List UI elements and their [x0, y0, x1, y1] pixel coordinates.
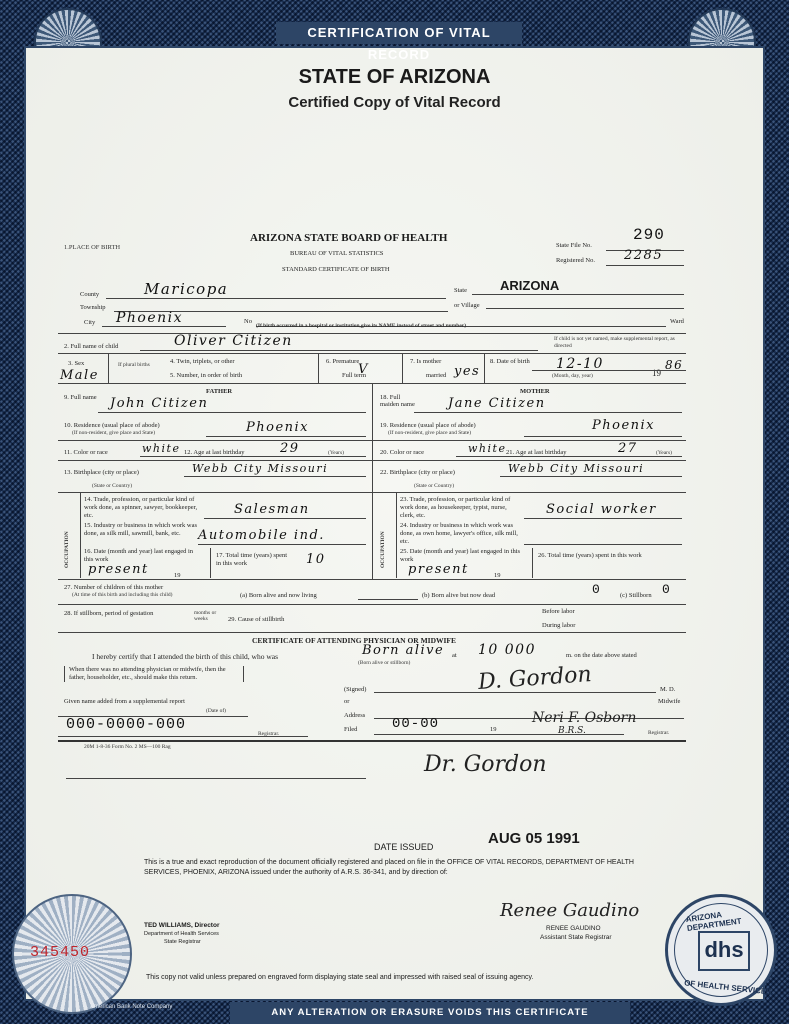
board-title: ARIZONA STATE BOARD OF HEALTH — [250, 232, 448, 244]
city-value: Phoenix — [116, 310, 184, 326]
father-industry-value: Automobile ind. — [198, 528, 325, 543]
date-issued-label: DATE ISSUED — [374, 842, 434, 852]
mother-name-label: 18. Full maiden name — [380, 394, 415, 408]
children-label: 27. Number of children of this mother — [64, 584, 164, 591]
director-name: TED WILLIAMS, Director — [144, 922, 220, 929]
father-color-label: 11. Color or race — [64, 449, 108, 456]
no-label: No — [244, 318, 252, 325]
child-name-label: 2. Full name of child — [64, 343, 119, 350]
born-dead-value: 0 — [592, 582, 601, 597]
dhs-logo-icon: dhs — [698, 931, 750, 971]
dob-year: 86 — [665, 358, 684, 372]
born-dead-label: (b) Born alive but now dead — [422, 592, 496, 599]
signed-label: (Signed) — [344, 686, 367, 693]
birth-certificate-form — [58, 226, 686, 752]
banner-top: CERTIFICATION OF VITAL RECORD — [276, 22, 522, 44]
director-role: State Registrar — [164, 939, 201, 945]
fullterm-mark: V — [358, 362, 369, 377]
state-title: STATE OF ARIZONA — [298, 66, 491, 88]
bottom-signature: Dr. Gordon — [424, 752, 547, 777]
at-label: at — [452, 652, 457, 659]
date-of-label: (Date of) — [206, 708, 227, 714]
born-alive-value: Born alive — [362, 643, 445, 658]
father-trade-label: 14. Trade, profession, or particular kind of work done, as spinner, sawyer, bookkeeper, etc. — [84, 496, 198, 519]
standard-title: STANDARD CERTIFICATE OF BIRTH — [282, 266, 390, 273]
mother-trade-value: Social worker — [546, 502, 657, 517]
mother-date-label: 25. Date (month and year) last engaged in this work — [400, 548, 521, 563]
twin-label: 4. Twin, triplets, or other — [170, 358, 235, 365]
dob-label: 8. Date of birth — [490, 358, 530, 365]
mother-age-unit: (Years) — [656, 450, 672, 456]
filed-label: Filed — [344, 726, 358, 733]
months-label: months or weeks — [194, 610, 217, 622]
township-label: Township — [80, 304, 106, 311]
during-labor-label: During labor — [542, 622, 576, 629]
father-industry-label: 15. Industry or business in which work was done, as silk mill, sawmill, bank, etc. — [84, 522, 198, 537]
plural-label: If plural births — [118, 362, 150, 368]
father-residence-value: Phoenix — [246, 420, 310, 435]
state-value: ARIZONA — [500, 278, 560, 293]
md-label: M. D. — [660, 686, 676, 693]
printer-name: American Bank Note Company — [90, 1004, 173, 1010]
serial-number: 345450 — [30, 944, 91, 961]
dob-year-prefix: 19 — [652, 368, 661, 378]
when-note: When there was no attending physician or midwife, then the father, householder, etc., should make this return. — [64, 666, 244, 682]
form-code: 20M 1-8-36 Form No. 2 MS—100 Rag — [84, 744, 171, 750]
physician-signature: D. Gordon — [477, 662, 593, 695]
director-dept: Department of Health Services — [144, 931, 219, 937]
or-label: or — [344, 698, 350, 705]
mother-color-value: white — [468, 442, 507, 455]
father-name-value: John Citizen — [110, 396, 209, 411]
seal-arc-top: ARIZONA DEPARTMENT — [685, 910, 743, 934]
father-color-value: white — [142, 442, 181, 455]
mother-total-label: 26. Total time (years) spent in this work — [538, 552, 642, 559]
father-age-value: 29 — [280, 441, 300, 456]
father-residence-note: (If non-resident, give place and State) — [72, 430, 156, 436]
registered-number: 2285 — [624, 248, 664, 263]
certified-subtitle: Certified Copy of Vital Record — [288, 94, 501, 111]
father-birthplace-label: 13. Birthplace (city or place) — [64, 469, 139, 476]
state-label: State — [454, 287, 467, 294]
fullterm-label: Full term — [342, 372, 367, 379]
disclaimer: This copy not valid unless prepared on engraved form displaying state seal and impressed with raised seal of issuing agency. — [146, 974, 534, 981]
assistant-role: Assistant State Registrar — [540, 934, 612, 941]
father-residence-label: 10. Residence (usual place of abode) — [64, 422, 160, 429]
address-label: Address — [344, 712, 366, 719]
mother-age-label: 21. Age at last birthday — [506, 449, 567, 456]
registrar-signature: Neri F. Osborn — [532, 710, 637, 726]
child-note: If child is not yet named, make supplemental report, as directed — [554, 336, 675, 349]
ward-label: Ward — [670, 318, 684, 325]
mother-industry-label: 24. Industry or business in which work was done, as own home, lawyer's office, silk mill, etc. — [400, 522, 518, 545]
father-name-label: 9. Full name — [64, 394, 97, 401]
mother-residence-label: 19. Residence (usual place of abode) — [380, 422, 476, 429]
city-label: City — [84, 319, 96, 326]
banner-bottom: ANY ALTERATION OR ERASURE VOIDS THIS CERTIFICATE — [230, 1002, 630, 1024]
mother-birthplace-label: 22. Birthplace (city or place) — [380, 469, 455, 476]
mother-date-suffix: 19 — [494, 572, 501, 579]
time-suffix: m. on the date above stated — [566, 652, 637, 659]
father-date-value: present — [88, 562, 149, 577]
mother-birthplace-value: Webb City Missouri — [508, 462, 645, 475]
hospital-note: (If birth occurred in a hospital or institution,give its NAME instead of street and number) — [256, 323, 467, 329]
cert-heading: CERTIFICATE OF ATTENDING PHYSICIAN OR MIDWIFE — [252, 636, 456, 645]
mother-state-country: (State or Country) — [414, 483, 455, 489]
time-value: 10 000 — [478, 642, 536, 658]
premature-label: 6. Premature — [326, 358, 360, 365]
dhs-seal — [665, 894, 777, 1006]
assistant-registrar-signature: Renee Gaudino — [500, 900, 640, 921]
certify-text: I hereby certify that I attended the birth of this child, who was — [92, 652, 278, 661]
born-alive-note: (Born alive or stillborn) — [358, 660, 411, 666]
county-label: County — [80, 291, 100, 298]
dob-value: 12-10 — [556, 356, 604, 372]
certification-text: This is a true and exact reproduction of the document officially registered and placed on file in the OFFICE OF VITAL RECORDS, DEPARTMENT OF HEALTH SERVICES, PHOENIX, ARIZONA issued under the authority of A.R.S. 36-341, and by direction of: — [144, 859, 634, 876]
stillbirth-cause-label: 29. Cause of stillbirth — [228, 616, 285, 623]
father-total-label: 17. Total time (years) spent in this work — [216, 552, 288, 567]
mother-color-label: 20. Color or race — [380, 449, 425, 456]
father-heading: FATHER — [206, 388, 233, 395]
father-date-suffix: 19 — [174, 572, 181, 579]
state-file-label: State File No. — [556, 242, 592, 249]
stillborn-label: (c) Stillborn — [620, 592, 652, 599]
date-issued-value: AUG 05 1991 — [488, 830, 580, 847]
bureau-title: BUREAU OF VITAL STATISTICS — [290, 250, 384, 257]
born-alive-living-label: (a) Born alive and now living — [240, 592, 317, 599]
given-name-label: Given name added from a supplemental report — [64, 698, 185, 705]
registrar-label-right: Registrar. — [648, 730, 670, 736]
sex-value: Male — [60, 368, 99, 383]
registered-label: Registered No. — [556, 257, 595, 264]
place-of-birth-label: 1.PLACE OF BIRTH — [64, 244, 121, 251]
father-occupation-label: OCCUPATION — [64, 531, 70, 568]
midwife-label: Midwife — [658, 698, 681, 705]
registrar-label-left: Registrar. — [258, 731, 280, 737]
before-labor-label: Before labor — [542, 608, 575, 615]
number-label: 5. Number, in order of birth — [170, 372, 243, 379]
father-birthplace-value: Webb City Missouri — [192, 462, 329, 475]
village-label: or Village — [454, 302, 480, 309]
married-value: yes — [454, 364, 481, 379]
married-label-b: married — [426, 372, 447, 379]
father-trade-value: Salesman — [234, 502, 310, 517]
filed-19: 19 — [490, 726, 497, 733]
child-name-value: Oliver Citizen — [174, 333, 293, 349]
supplemental-value: 000-0000-000 — [66, 716, 187, 733]
mother-heading: MOTHER — [520, 388, 550, 395]
filed-value: 00-00 — [392, 716, 440, 732]
mother-name-value: Jane Citizen — [448, 396, 546, 411]
state-file-number: 290 — [633, 226, 665, 244]
assistant-name: RENEE GAUDINO — [546, 925, 601, 932]
mother-trade-label: 23. Trade, profession, or particular kind of work done, as housekeeper, typist, nurse, clerk, etc. — [400, 496, 511, 519]
mother-occupation-label: OCCUPATION — [380, 531, 386, 568]
seal-arc-bottom: OF HEALTH SERVICES — [683, 978, 772, 997]
father-total-value: 10 — [306, 552, 326, 567]
county-value: Maricopa — [144, 280, 229, 298]
father-age-unit: (Years) — [328, 450, 344, 456]
gestation-label: 28. If stillborn, period of gestation — [64, 610, 154, 617]
father-age-label: 12. Age at last birthday — [184, 449, 245, 456]
married-label: 7. Is mother — [410, 358, 442, 365]
father-date-label: 16. Date (month and year) last engaged in this work — [84, 548, 194, 563]
mother-residence-note: (If non-resident, give place and State) — [388, 430, 472, 436]
registrar-signature-2: B.R.S. — [558, 726, 586, 736]
mother-residence-value: Phoenix — [592, 418, 656, 433]
dob-note: (Month, day, year) — [552, 373, 593, 379]
stillborn-value: 0 — [662, 582, 671, 597]
mother-age-value: 27 — [618, 441, 638, 456]
children-note: (At time of this birth and including this child) — [72, 592, 173, 598]
mother-date-value: present — [408, 562, 469, 577]
father-state-country: (State or Country) — [92, 483, 133, 489]
sex-label: 3. Sex — [68, 360, 85, 367]
